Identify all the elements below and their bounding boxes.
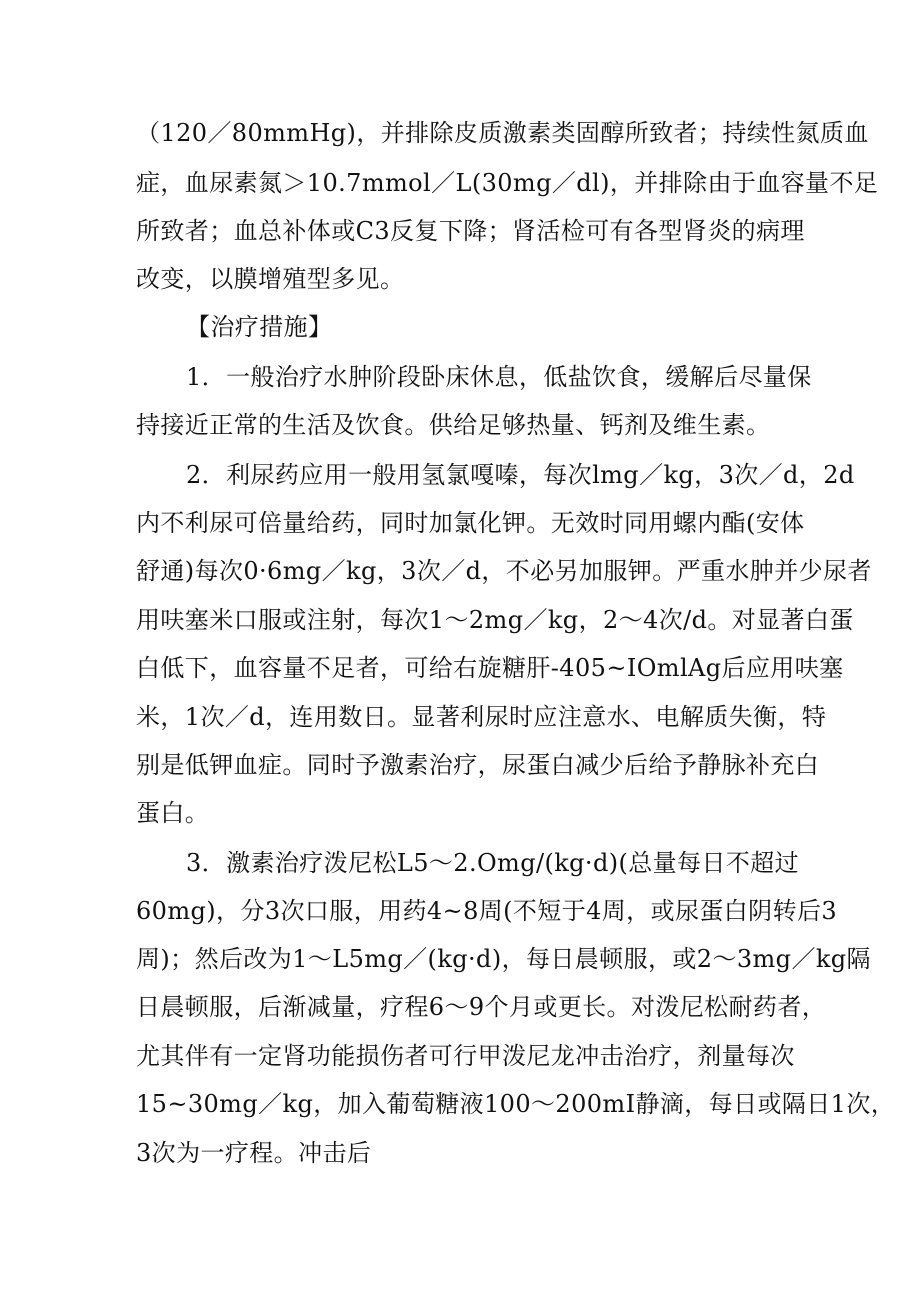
text-line: 15~30mg／kg，加入葡萄糖液100～200mI静滴，每日或隔日1次， — [136, 1090, 896, 1118]
text-line: 日晨顿服，后渐减量，疗程6～9个月或更长。对泼尼松耐药者， — [136, 993, 827, 1021]
text-line: 白低下，血容量不足者，可给右旋糖肝-405~IOmlAg后应用呋塞 — [136, 654, 844, 682]
paragraph-start: 2．利尿药应用一般用氢氯嘎嗪，每次lmg／kg，3次／d，2d — [186, 461, 855, 489]
text-line: 周)；然后改为1～L5mg／(kg·d)，每日晨顿服，或2～3mg／kg隔 — [136, 945, 871, 973]
text-line: 别是低钾血症。同时予激素治疗，尿蛋白减少后给予静脉补充白 — [136, 751, 820, 779]
paragraph-start: 3．激素治疗泼尼松L5～2.Omg/(kg·d)(总量每日不超过 — [186, 849, 800, 877]
text-line: 米，1次／d，连用数日。显著利尿时应注意水、电解质失衡，特 — [136, 703, 827, 731]
text-line: 3次为一疗程。冲击后 — [136, 1139, 372, 1167]
text-line: 改变，以膜增殖型多见。 — [136, 265, 405, 293]
text-line: 症，血尿素氮＞10.7mmol／L(30mg／dl)，并排除由于血容量不足 — [136, 169, 879, 197]
paragraph-start: 1．一般治疗水肿阶段卧床休息，低盐饮食，缓解后尽量保 — [186, 363, 812, 391]
text-line: 用呋塞米口服或注射，每次1～2mg／kg，2～4次/d。对显著白蛋 — [136, 606, 854, 634]
text-line: 持接近正常的生活及饮食。供给足够热量、钙剂及维生素。 — [136, 411, 771, 439]
text-line: 所致者；血总补体或C3反复下降；肾活检可有各型肾炎的病理 — [136, 217, 805, 245]
text-line: （120／80mmHg)，并排除皮质激素类固醇所致者；持续性氮质血 — [136, 119, 869, 147]
text-line: 尤其伴有一定肾功能损伤者可行甲泼尼龙冲击治疗，剂量每次 — [136, 1042, 795, 1070]
text-line: 60mg)，分3次口服，用药4~8周(不短于4周，或尿蛋白阴转后3 — [136, 897, 838, 925]
text-line: 舒通)每次0·6mg／kg，3次／d，不必另加服钾。严重水肿并少尿者 — [136, 557, 872, 585]
text-line: 蛋白。 — [136, 799, 210, 827]
section-heading: 【治疗措施】 — [186, 313, 333, 341]
text-line: 内不利尿可倍量给药，同时加氯化钾。无效时同用螺内酯(安体 — [136, 509, 805, 537]
